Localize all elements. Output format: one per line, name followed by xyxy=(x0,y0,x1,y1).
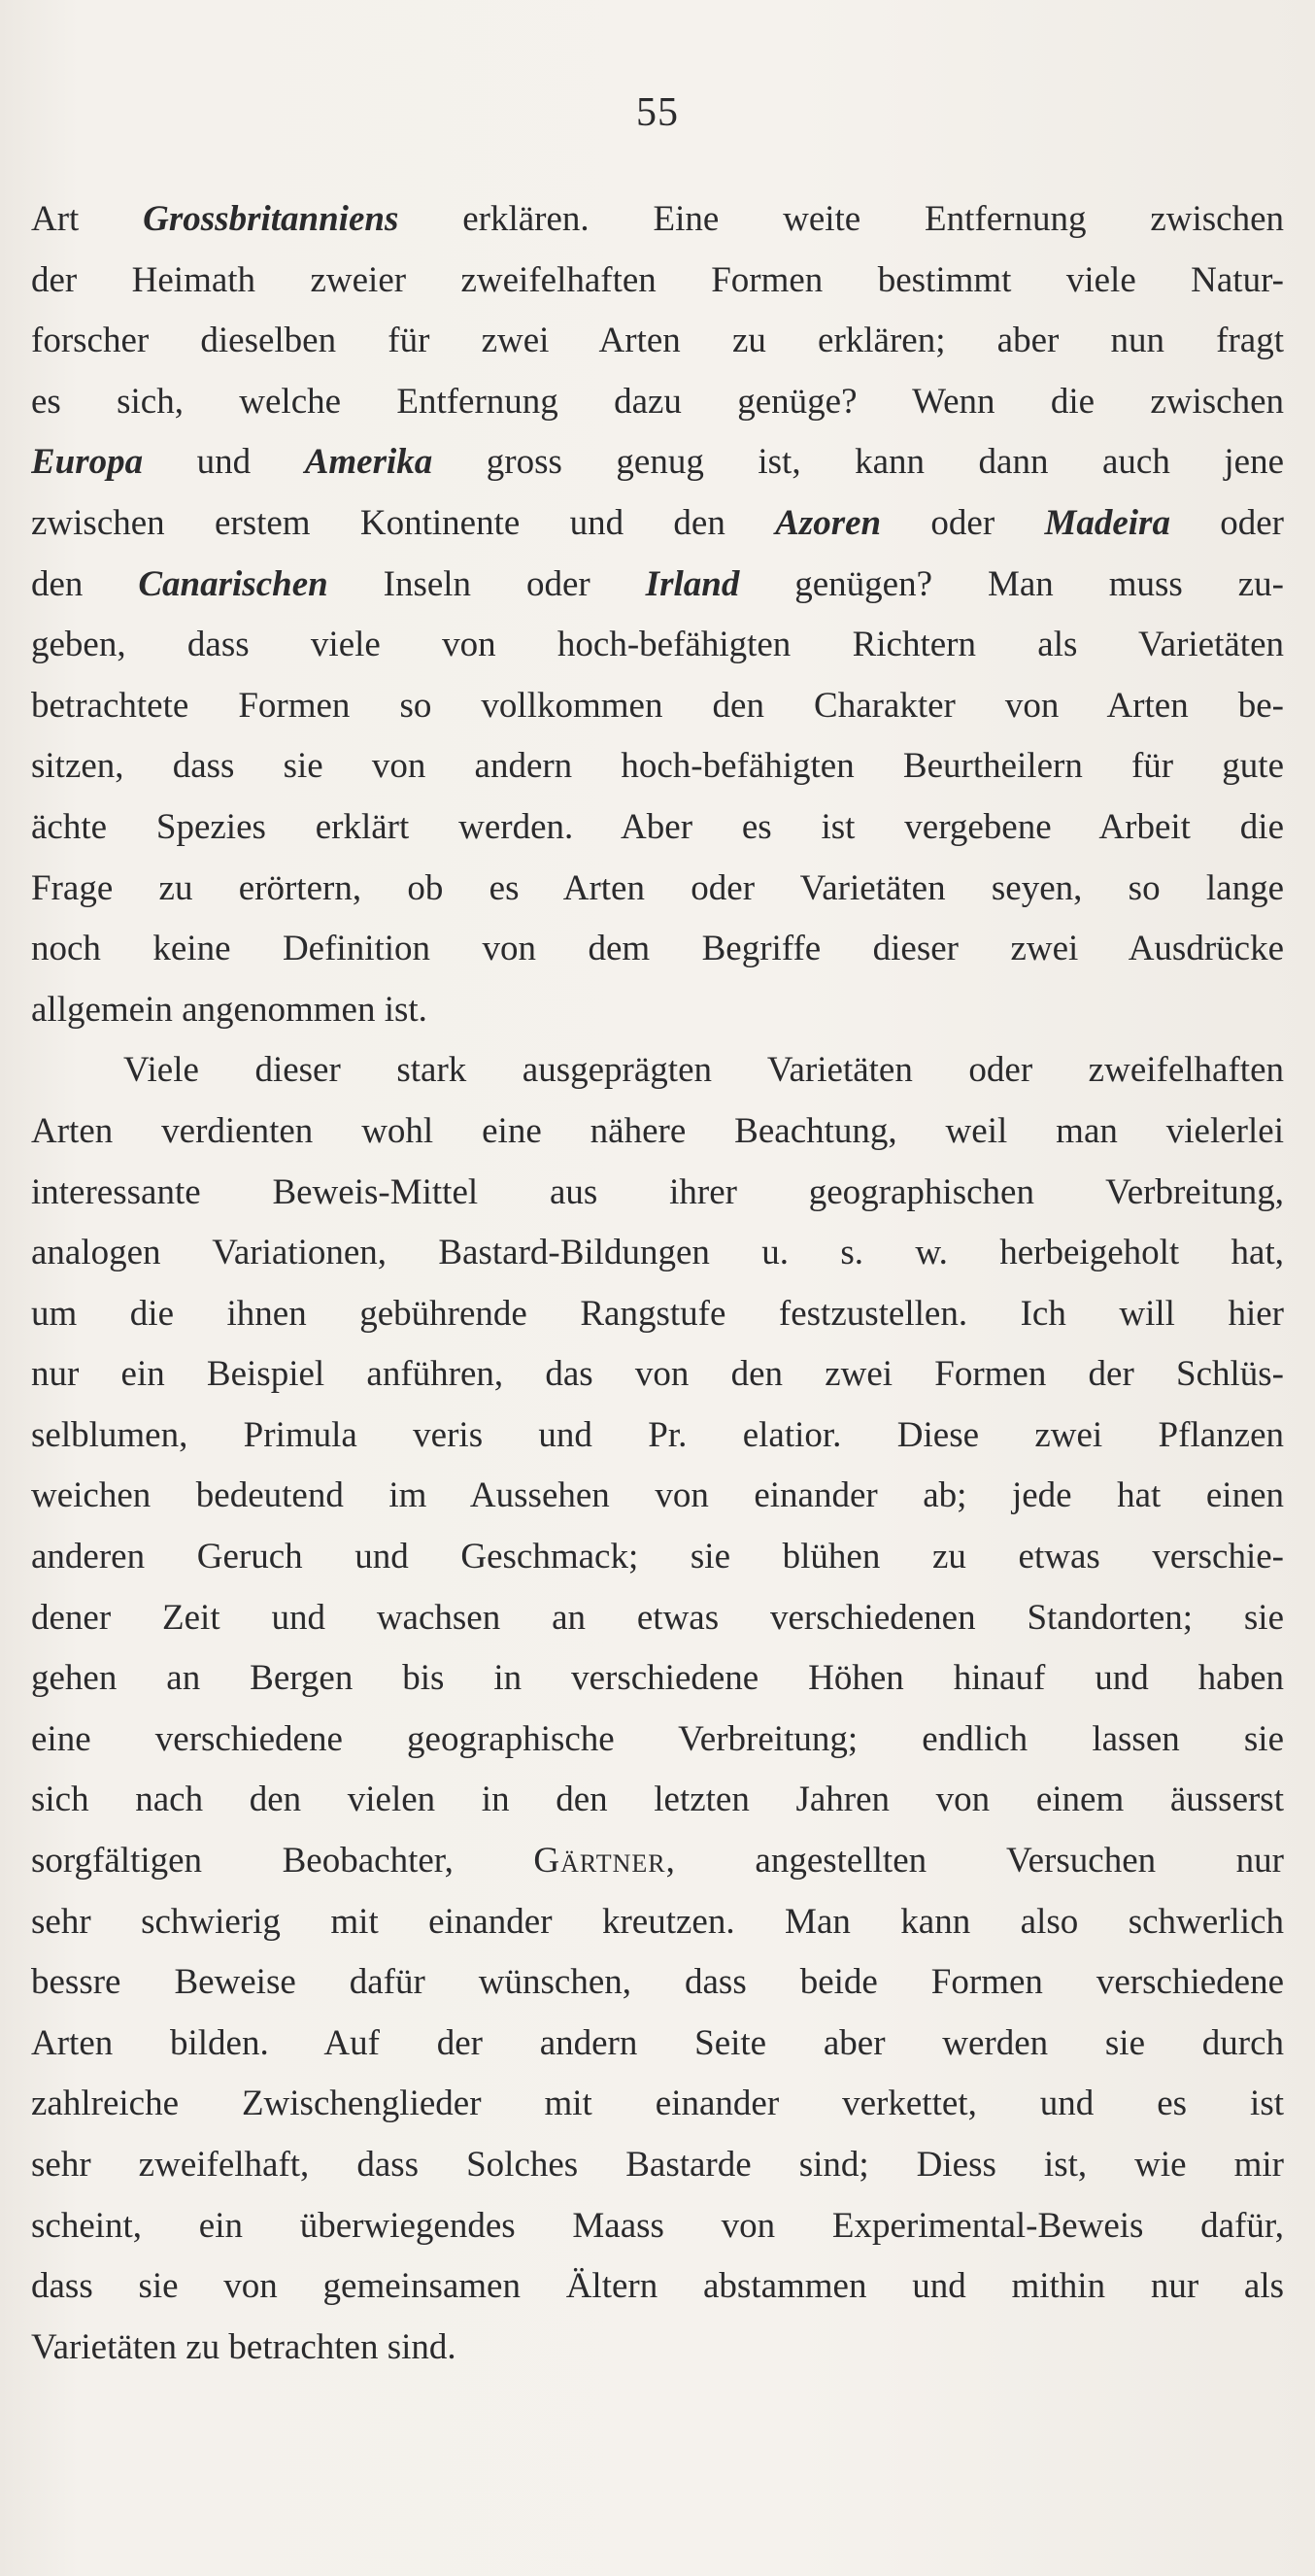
text-run: dass sie von gemeinsamen Ältern abstammen und mithin nur als xyxy=(31,2266,1284,2307)
text-line xyxy=(31,1527,1284,1588)
text-run: anderen Geruch und Geschmack; sie blühen zu etwas verschie- xyxy=(31,1537,1284,1577)
text-run: sitzen, dass sie von andern hoch-befähigten Beurtheilern für gute xyxy=(31,746,1284,787)
text-run: gross genug ist, kann dann auch jene xyxy=(432,442,1284,483)
text-line xyxy=(31,919,1284,980)
text-line xyxy=(31,493,1284,555)
text-run: selblumen, Primula veris und Pr. elatior. Diese zwei Pflanzen xyxy=(31,1414,1284,1455)
text-line xyxy=(31,736,1284,797)
text-run: und xyxy=(143,442,305,483)
text-line xyxy=(31,980,1284,1041)
text-line xyxy=(31,797,1284,859)
italic-term: Amerika xyxy=(304,442,433,483)
text-line xyxy=(31,251,1284,312)
text-run: der Heimath zweier zweifelhaften Formen bestimmt viele Natur- xyxy=(31,259,1284,300)
text-run: sehr schwierig mit einander kreutzen. Man kann also schwerlich xyxy=(31,1901,1284,1942)
body-text xyxy=(31,189,1284,2378)
text-run: Arten bilden. Auf der andern Seite aber werden sie durch xyxy=(31,2022,1284,2063)
text-run: ächte Spezies erklärt werden. Aber es ist vergebene Arbeit die xyxy=(31,806,1284,847)
text-run: Arten verdienten wohl eine nähere Beachtung, weil man vielerlei xyxy=(31,1110,1284,1151)
text-run: sich nach den vielen in den letzten Jahren von einem äusserst xyxy=(31,1779,1284,1820)
italic-term: Europa xyxy=(31,442,144,483)
text-run: oder xyxy=(881,502,1045,543)
text-line xyxy=(31,1163,1284,1224)
text-run: oder xyxy=(1169,502,1284,543)
text-run: genügen? Man muss zu- xyxy=(739,563,1284,604)
text-line xyxy=(31,1831,1284,1892)
text-line xyxy=(31,1892,1284,1953)
text-run: analogen Variationen, Bastard-Bildungen u. s. w. herbeigeholt hat, xyxy=(31,1233,1284,1273)
page-number: 55 xyxy=(636,90,679,135)
text-line xyxy=(31,2318,1284,2379)
text-line xyxy=(31,2135,1284,2196)
text-run: forscher dieselben für zwei Arten zu erklären; aber nun fragt xyxy=(31,321,1284,361)
text-run: zwischen erstem Kontinente und den xyxy=(31,502,776,543)
text-line xyxy=(31,1223,1284,1284)
text-run: den xyxy=(31,563,139,604)
text-line xyxy=(31,555,1284,616)
text-run: es sich, welche Entfernung dazu genüge? Wenn die zwischen xyxy=(31,381,1284,422)
text-line xyxy=(31,189,1284,251)
text-run: allgemein angenommen ist. xyxy=(31,989,427,1030)
text-run: betrachtete Formen so vollkommen den Charakter von Arten be- xyxy=(31,685,1284,726)
text-run: zahlreiche Zwischenglieder mit einander verkettet, und es ist xyxy=(31,2084,1284,2124)
text-line xyxy=(31,615,1284,676)
text-run: scheint, ein überwiegendes Maass von Experimental-Beweis dafür, xyxy=(31,2205,1284,2246)
text-line xyxy=(31,2074,1284,2135)
text-run: interessante Beweis-Mittel aus ihrer geographischen Verbreitung, xyxy=(31,1171,1284,1212)
text-line xyxy=(31,1952,1284,2014)
text-run: Art xyxy=(31,199,144,239)
text-line xyxy=(31,372,1284,433)
text-line xyxy=(31,1344,1284,1406)
text-run: gehen an Bergen bis in verschiedene Höhen hinauf und haben xyxy=(31,1658,1284,1699)
text-line xyxy=(31,1466,1284,1527)
italic-term: Azoren xyxy=(775,502,882,543)
text-run: Varietäten zu betrachten sind. xyxy=(31,2326,456,2367)
italic-term: Madeira xyxy=(1044,502,1170,543)
text-line xyxy=(31,2256,1284,2318)
text-run: weichen bedeutend im Aussehen von einander ab; jede hat einen xyxy=(31,1475,1284,1516)
italic-term: Grossbritanniens xyxy=(143,199,399,239)
text-line xyxy=(31,859,1284,920)
text-line xyxy=(31,1102,1284,1163)
text-run: dener Zeit und wachsen an etwas verschiedenen Standorten; sie xyxy=(31,1597,1284,1638)
text-run: Viele dieser stark ausgeprägten Varietäten oder zweifelhaften xyxy=(123,1050,1284,1091)
text-line xyxy=(31,311,1284,372)
text-line xyxy=(31,2014,1284,2075)
author-name: Gärtner xyxy=(533,1841,666,1881)
text-run: sorgfältigen Beobachter, xyxy=(31,1841,534,1881)
text-line xyxy=(31,1648,1284,1710)
text-run: bessre Beweise dafür wünschen, dass beide Formen verschiedene xyxy=(31,1962,1284,2003)
text-run: sehr zweifelhaft, dass Solches Bastarde sind; Diess ist, wie mir xyxy=(31,2145,1284,2185)
text-run: um die ihnen gebührende Rangstufe festzustellen. Ich will hier xyxy=(31,1293,1284,1334)
text-run: nur ein Beispiel anführen, das von den zwei Formen der Schlüs- xyxy=(31,1354,1284,1395)
text-run: , angestellten Versuchen nur xyxy=(665,1841,1284,1881)
text-run: Inseln oder xyxy=(327,563,646,604)
text-run: eine verschiedene geographische Verbreitung; endlich lassen sie xyxy=(31,1718,1284,1759)
text-run: erklären. Eine weite Entfernung zwischen xyxy=(398,199,1284,239)
italic-term: Irland xyxy=(645,563,740,604)
text-line xyxy=(31,1406,1284,1467)
text-run: geben, dass viele von hoch-befähigten Richtern als Varietäten xyxy=(31,625,1284,665)
text-line xyxy=(31,1770,1284,1831)
text-line xyxy=(31,676,1284,737)
text-line xyxy=(31,1284,1284,1345)
text-line xyxy=(31,432,1284,493)
text-run: noch keine Definition von dem Begriffe dieser zwei Ausdrücke xyxy=(31,929,1284,969)
italic-term: Canarischen xyxy=(138,563,328,604)
text-line xyxy=(31,1710,1284,1771)
text-line xyxy=(31,1040,1284,1102)
text-line xyxy=(31,1588,1284,1649)
text-run: Frage zu erörtern, ob es Arten oder Varietäten seyen, so lange xyxy=(31,867,1284,908)
text-line xyxy=(31,2196,1284,2257)
